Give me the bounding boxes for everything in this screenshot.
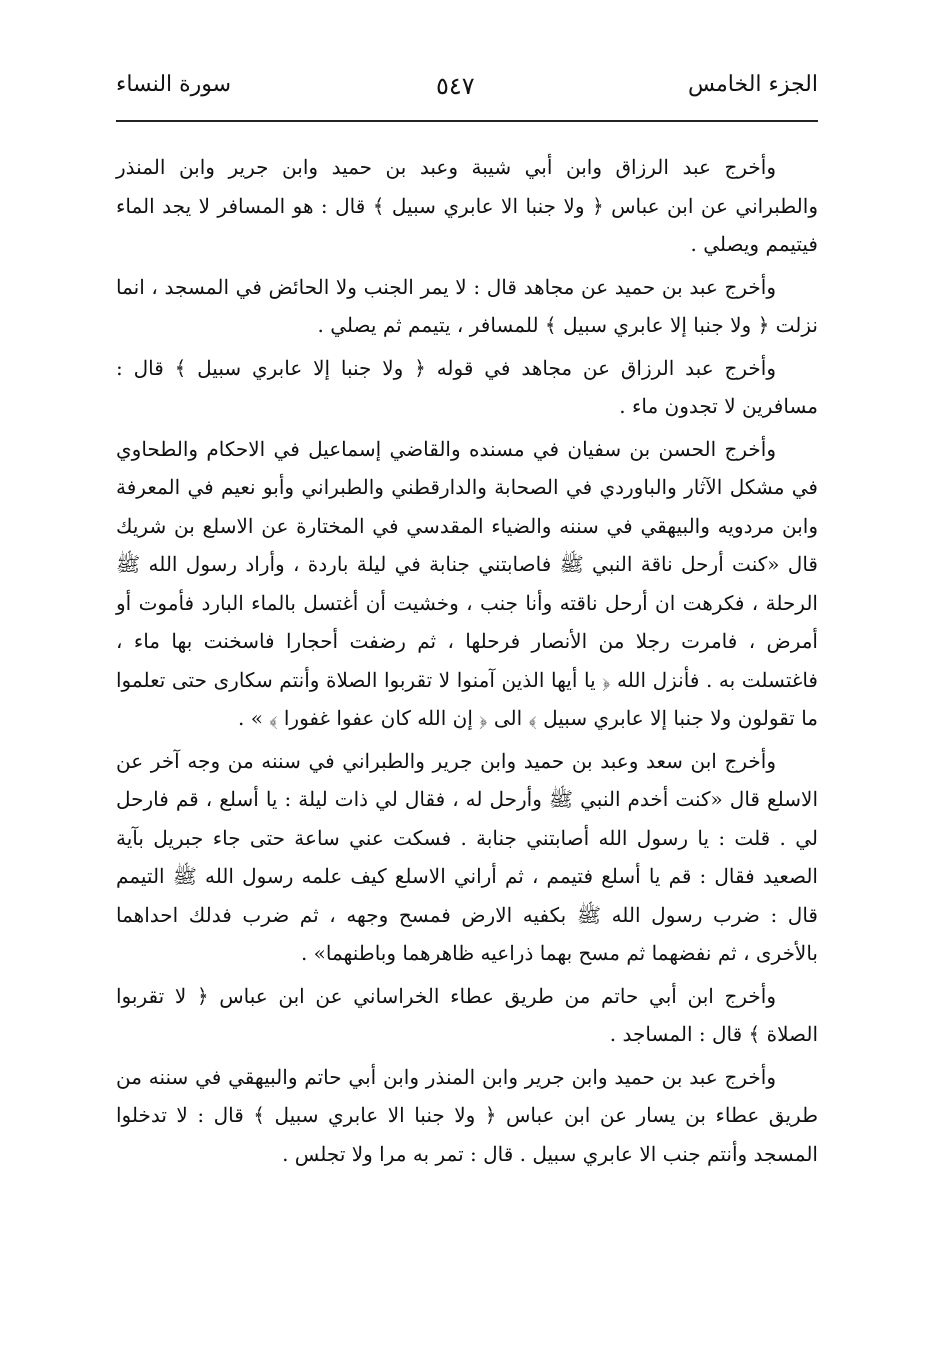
paragraph: وأخرج الحسن بن سفيان في مسنده والقاضي إسماعيل في الاحكام والطحاوي في مشكل الآثار والباوردي في الصحابة والدارقطني والطبراني وأبو نعيم في المعرفة وابن مردويه والبيهقي في سننه والضياء المقدسي في المختارة عن الاسلع بن شريك قال «كنت أرحل ناقة النبي ﷺ فاصابتني جنابة في ليلة باردة ، وأراد رسول الله ﷺ الرحلة ، فكرهت ان أرحل ناقته وأنا جنب ، وخشيت أن أغتسل بالماء البارد فأموت أو أمرض ، فامرت رجلا من الأنصار فرحلها ، ثم رضفت أحجارا فاسخنت بها ماء ، فاغتسلت به . فأنزل الله ﴿ يا أيها الذين آمنوا لا تقربوا الصلاة وأنتم سكارى حتى تعلموا ما تقولون ولا جنبا إلا عابري سبيل ﴾ الى ﴿ إن الله كان عفوا غفورا ﴾ » . [116,436,818,730]
part-title: الجزء الخامس [687,72,818,97]
page-header [116,72,818,112]
paragraph: وأخرج عبد بن حميد وابن جرير وابن المنذر وابن أبي حاتم والبيهقي في سننه من طريق عطاء بن يسار عن ابن عباس ﴿ ولا جنبا الا عابري سبيل ﴾ قال : لا تدخلوا المسجد وأنتم جنب الا عابري سبيل . قال : تمر به مرا ولا تجلس . [116,1064,818,1166]
page-body [116,148,818,1298]
surah-title: سورة النساء [116,72,232,97]
page-number: ٥٤٧ [436,72,475,100]
paragraph: وأخرج عبد بن حميد عن مجاهد قال : لا يمر الجنب ولا الحائض في المسجد ، انما نزلت ﴿ ولا جنبا إلا عابري سبيل ﴾ للمسافر ، يتيمم ثم يصلي . [116,274,818,337]
paragraph: وأخرج ابن سعد وعبد بن حميد وابن جرير والطبراني في سننه من وجه آخر عن الاسلع قال «كنت أخدم النبي ﷺ وأرحل له ، فقال لي ذات ليلة : يا أسلع ، قم فارحل لي . قلت : يا رسول الله أصابتني جنابة . فسكت عني ساعة حتى جاء جبريل بآية الصعيد فقال : قم يا أسلع فتيمم ، ثم أراني الاسلع كيف علمه رسول الله ﷺ التيمم قال : ضرب رسول الله ﷺ بكفيه الارض فمسح وجهه ، ثم ضرب فدلك احداهما بالأخرى ، ثم نفضهما ثم مسح بهما ذراعيه ظاهرهما وباطنهما» . [116,748,818,965]
paragraph: وأخرج عبد الرزاق وابن أبي شيبة وعبد بن حميد وابن جرير وابن المنذر والطبراني عن ابن عباس ﴿ ولا جنبا الا عابري سبيل ﴾ قال : هو المسافر لا يجد الماء فيتيمم ويصلي . [116,155,818,256]
paragraph: وأخرج ابن أبي حاتم من طريق عطاء الخراساني عن ابن عباس ﴿ لا تقربوا الصلاة ﴾ قال : المساجد . [116,983,818,1046]
header-divider [116,120,818,122]
paragraph: وأخرج عبد الرزاق عن مجاهد في قوله ﴿ ولا جنبا إلا عابري سبيل ﴾ قال : مسافرين لا تجدون ماء . [116,355,818,418]
